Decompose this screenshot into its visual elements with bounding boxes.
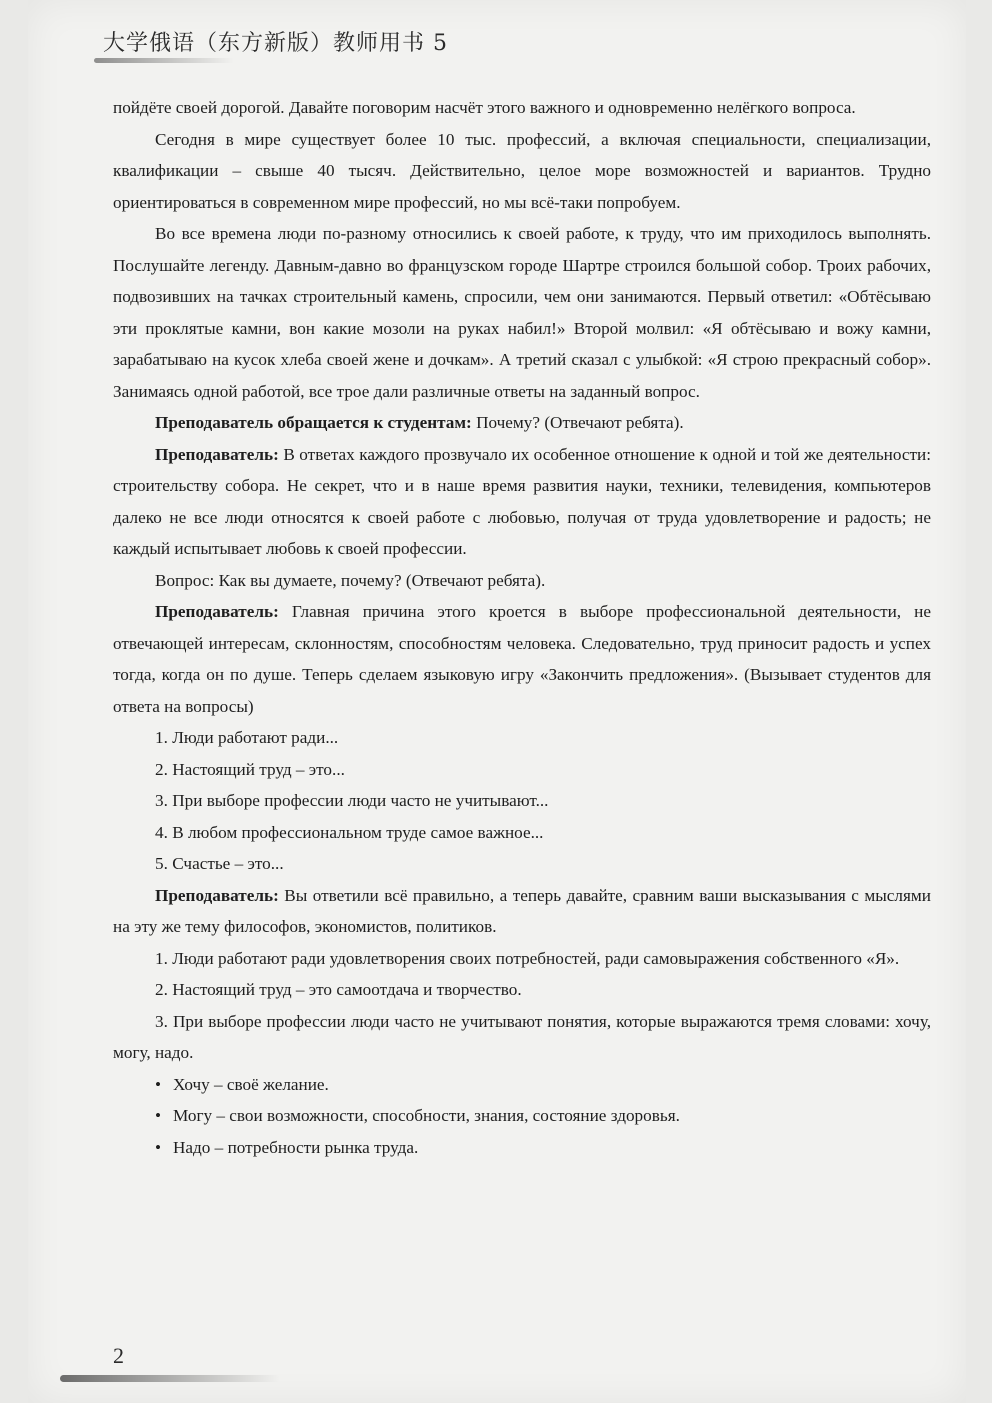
paragraph-teacher-remark [113, 439, 931, 565]
bullet-text: Могу – свои возможности, способности, знания, состояние здоровья. [173, 1106, 680, 1125]
speaker-text: Почему? (Отвечают ребята). [471, 413, 684, 432]
running-header: 大学俄语（东方新版）教师用书 5 [103, 31, 448, 56]
speaker-label: Преподаватель: [155, 444, 279, 464]
page-number: 2 [113, 1343, 124, 1368]
speaker-label: Преподаватель: [155, 602, 279, 621]
list-item: 3. При выборе профессии люди часто не учитывают понятия, которые выражаются тремя словами: хочу, могу, надо. [113, 1011, 931, 1062]
bullet-item [113, 1100, 931, 1132]
bullet-text: Надо – потребности рынка труда. [173, 1137, 419, 1157]
list-item: 5. Счастье – это... [155, 854, 284, 873]
bullet-item [113, 1132, 931, 1164]
speaker-label: Преподаватель: [155, 885, 279, 905]
bullet-icon: • [155, 1106, 162, 1125]
list-item: 1. Люди работают ради удовлетворения своих потребностей, ради самовыражения собственного «Я». [155, 948, 900, 968]
footer-swoosh-decoration [60, 1375, 280, 1382]
paragraph-question: Вопрос: Как вы думаете, почему? (Отвечают ребята). [155, 570, 546, 590]
bullet-icon: • [155, 1074, 162, 1094]
speaker-text: В ответах каждого прозвучало их особенное отношение к одной и той же деятельности: строительству собора. Не секрет, что и в наше время развития науки, техники, телевидения, компьютеров далеко не все люди относятся к своей работе с любовью, получая от труда удовлетворение и радость; не каждый испытывает любовь к своей профессии. [113, 444, 931, 558]
list-item: 2. Настоящий труд – это самоотдача и творчество. [155, 980, 522, 999]
list-item: 3. При выборе профессии люди часто не учитывают... [155, 791, 549, 810]
bullet-item [113, 1069, 931, 1101]
paragraph-professions: Сегодня в мире существует более 10 тыс. профессий, а включая специальности, специализации, квалификации – свыше 40 тысяч. Действительно, целое море возможностей и вариантов. Трудно ориентироваться в современном мире профессий, но мы всё-таки попробуем. [113, 129, 931, 212]
bullet-icon: • [155, 1137, 162, 1157]
paragraph-continuation: пойдёте своей дорогой. Давайте поговорим насчёт этого важного и одновременно нелёгкого вопроса. [113, 98, 856, 117]
list-item: 2. Настоящий труд – это... [155, 759, 345, 779]
paragraph-legend: Во все времена люди по-разному относились к своей работе, к труду, что им приходилось выполнять. Послушайте легенду. Давным-давно во французском городе Шартре строился большой собор. Троих рабочих, подвозивших на тачках строительный камень, спросили, чем они занимаются. Первый ответил: «Обтёсываю эти проклятые камни, вон какие мозоли на руках набил!» Второй молвил: «Я обтёсываю и вожу камни, зарабатываю на кусок хлеба своей жене и дочкам». А третий сказал с улыбкой: «Я строю прекрасный собор». Занимаясь одной работой, все трое дали различные ответы на заданный вопрос. [113, 224, 931, 401]
paragraph-teacher-compare [113, 880, 931, 943]
speaker-label: Преподаватель обращается к студентам: [155, 413, 472, 432]
list-item: 1. Люди работают ради... [155, 728, 339, 747]
bullet-text: Хочу – своё желание. [173, 1074, 329, 1094]
header-swoosh-decoration [94, 58, 234, 63]
list-item: 4. В любом профессиональном труде самое важное... [155, 822, 544, 842]
speaker-text: Вы ответили всё правильно, а теперь давайте, сравним ваши высказывания с мыслями на эту же тему философов, экономистов, политиков. [113, 885, 931, 936]
paragraph-teacher-question [113, 407, 931, 439]
speaker-text: Главная причина этого кроется в выборе профессиональной деятельности, не отвечающей интересам, склонностям, способностям человека. Следовательно, труд приносит радость и успех тогда, когда он по душе. Теперь сделаем языковую игру «Закончить предложения». (Вызывает студентов для ответа на вопросы) [113, 602, 931, 716]
paragraph-teacher-game [113, 596, 931, 722]
page-body [113, 92, 931, 1163]
